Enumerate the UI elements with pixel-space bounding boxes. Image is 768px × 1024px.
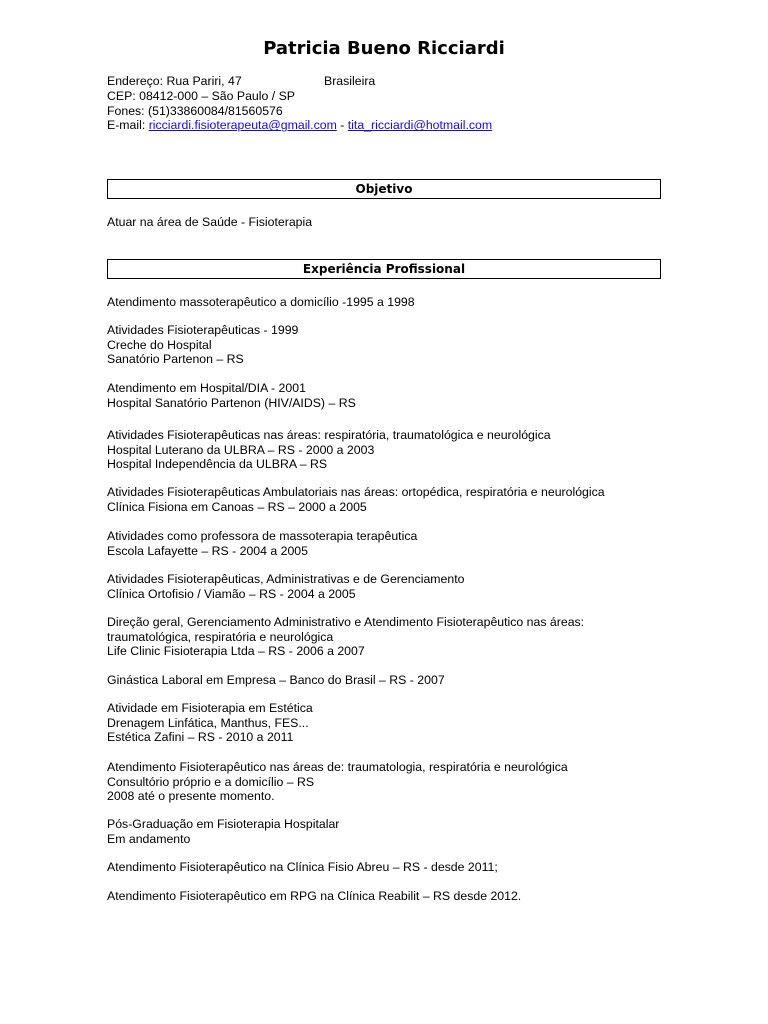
experience-entry [107,485,605,514]
experience-heading: Experiência Profissional [107,259,661,279]
experience-entry [107,889,521,904]
resume-name: Patricia Bueno Ricciardi [263,38,505,59]
email-separator: - [336,118,348,133]
entry-line: 2008 até o presente momento. [107,789,275,804]
experience-entry [107,323,298,367]
entry-line: Sanatório Partenon – RS [107,352,244,367]
entry-line: Estética Zafini – RS - 2010 a 2011 [107,730,294,745]
nationality: Brasileira [324,74,376,88]
experience-entry [107,817,339,846]
cep: CEP: 08412-000 – São Paulo / SP [107,88,295,103]
entry-line: Atividades Fisioterapêuticas Ambulatoriais nas áreas: ortopédica, respiratória e neurológica [107,485,605,499]
entry-line: Clínica Ortofisio / Viamão – RS - 2004 a 2005 [107,586,356,601]
entry-line: Em andamento [107,831,191,846]
objective-text: Atuar na área de Saúde - Fisioterapia [107,215,313,229]
entry-line: Direção geral, Gerenciamento Administrativo e Atendimento Fisioterapêutico nas áreas: [107,615,585,629]
experience-entry [107,701,313,745]
entry-line: Atendimento Fisioterapêutico nas áreas de: traumatologia, respiratória e neurológica [107,760,568,774]
experience-entry [107,615,584,659]
phones: Fones: (51)33860084/81560576 [107,103,283,118]
entry-line: traumatológica, respiratória e neurológica [107,629,334,644]
address: Endereço: Rua Pariri, 47 [107,74,242,88]
entry-line: Creche do Hospital [107,337,212,352]
contact-block [107,74,492,133]
entry-line: Drenagem Linfática, Manthus, FES... [107,715,309,730]
entry-line: Atividades Fisioterapêuticas, Administrativas e de Gerenciamento [107,572,465,586]
email-line [107,118,492,133]
entry-line: Pós-Graduação em Fisioterapia Hospitalar [107,817,340,831]
email-link-hotmail[interactable]: tita_ricciardi@hotmail.com [347,118,493,133]
entry-line: Atendimento Fisioterapêutico na Clínica Fisio Abreu – RS - desde 2011; [107,860,498,874]
experience-entry [107,860,498,875]
objective-heading: Objetivo [107,179,661,199]
entry-line: Hospital Independência da ULBRA – RS [107,457,328,472]
entry-line: Clínica Fisiona em Canoas – RS – 2000 a 2005 [107,499,367,514]
email-link-gmail[interactable]: ricciardi.fisioterapeuta@gmail.com [148,118,337,133]
experience-entry [107,428,551,472]
entry-line: Atendimento Fisioterapêutico em RPG na Clínica Reabilit – RS desde 2012. [107,889,522,903]
entry-line: Atendimento em Hospital/DIA - 2001 [107,381,306,395]
experience-entry [107,381,356,410]
entry-line: Atendimento massoterapêutico a domicílio -1995 a 1998 [107,295,415,309]
entry-line: Atividades Fisioterapêuticas nas áreas: respiratória, traumatológica e neurológica [107,428,551,442]
entry-line: Escola Lafayette – RS - 2004 a 2005 [107,543,308,558]
experience-entry [107,673,445,688]
experience-entry [107,760,568,804]
experience-entry [107,572,464,601]
entry-line: Atividades como professora de massoterapia terapêutica [107,529,418,543]
entry-line: Hospital Luterano da ULBRA – RS - 2000 a 2003 [107,442,375,457]
entry-line: Ginástica Laboral em Empresa – Banco do Brasil – RS - 2007 [107,673,445,687]
experience-entry [107,295,415,310]
entry-line: Consultório próprio e a domicílio – RS [107,774,315,789]
entry-line: Hospital Sanatório Partenon (HIV/AIDS) – RS [107,395,356,410]
entry-line: Atividades Fisioterapêuticas - 1999 [107,323,299,337]
email-label: E-mail: [107,118,149,133]
entry-line: Atividade em Fisioterapia em Estética [107,701,313,715]
experience-entry [107,529,417,558]
entry-line: Life Clinic Fisioterapia Ltda – RS - 2006 a 2007 [107,644,365,659]
